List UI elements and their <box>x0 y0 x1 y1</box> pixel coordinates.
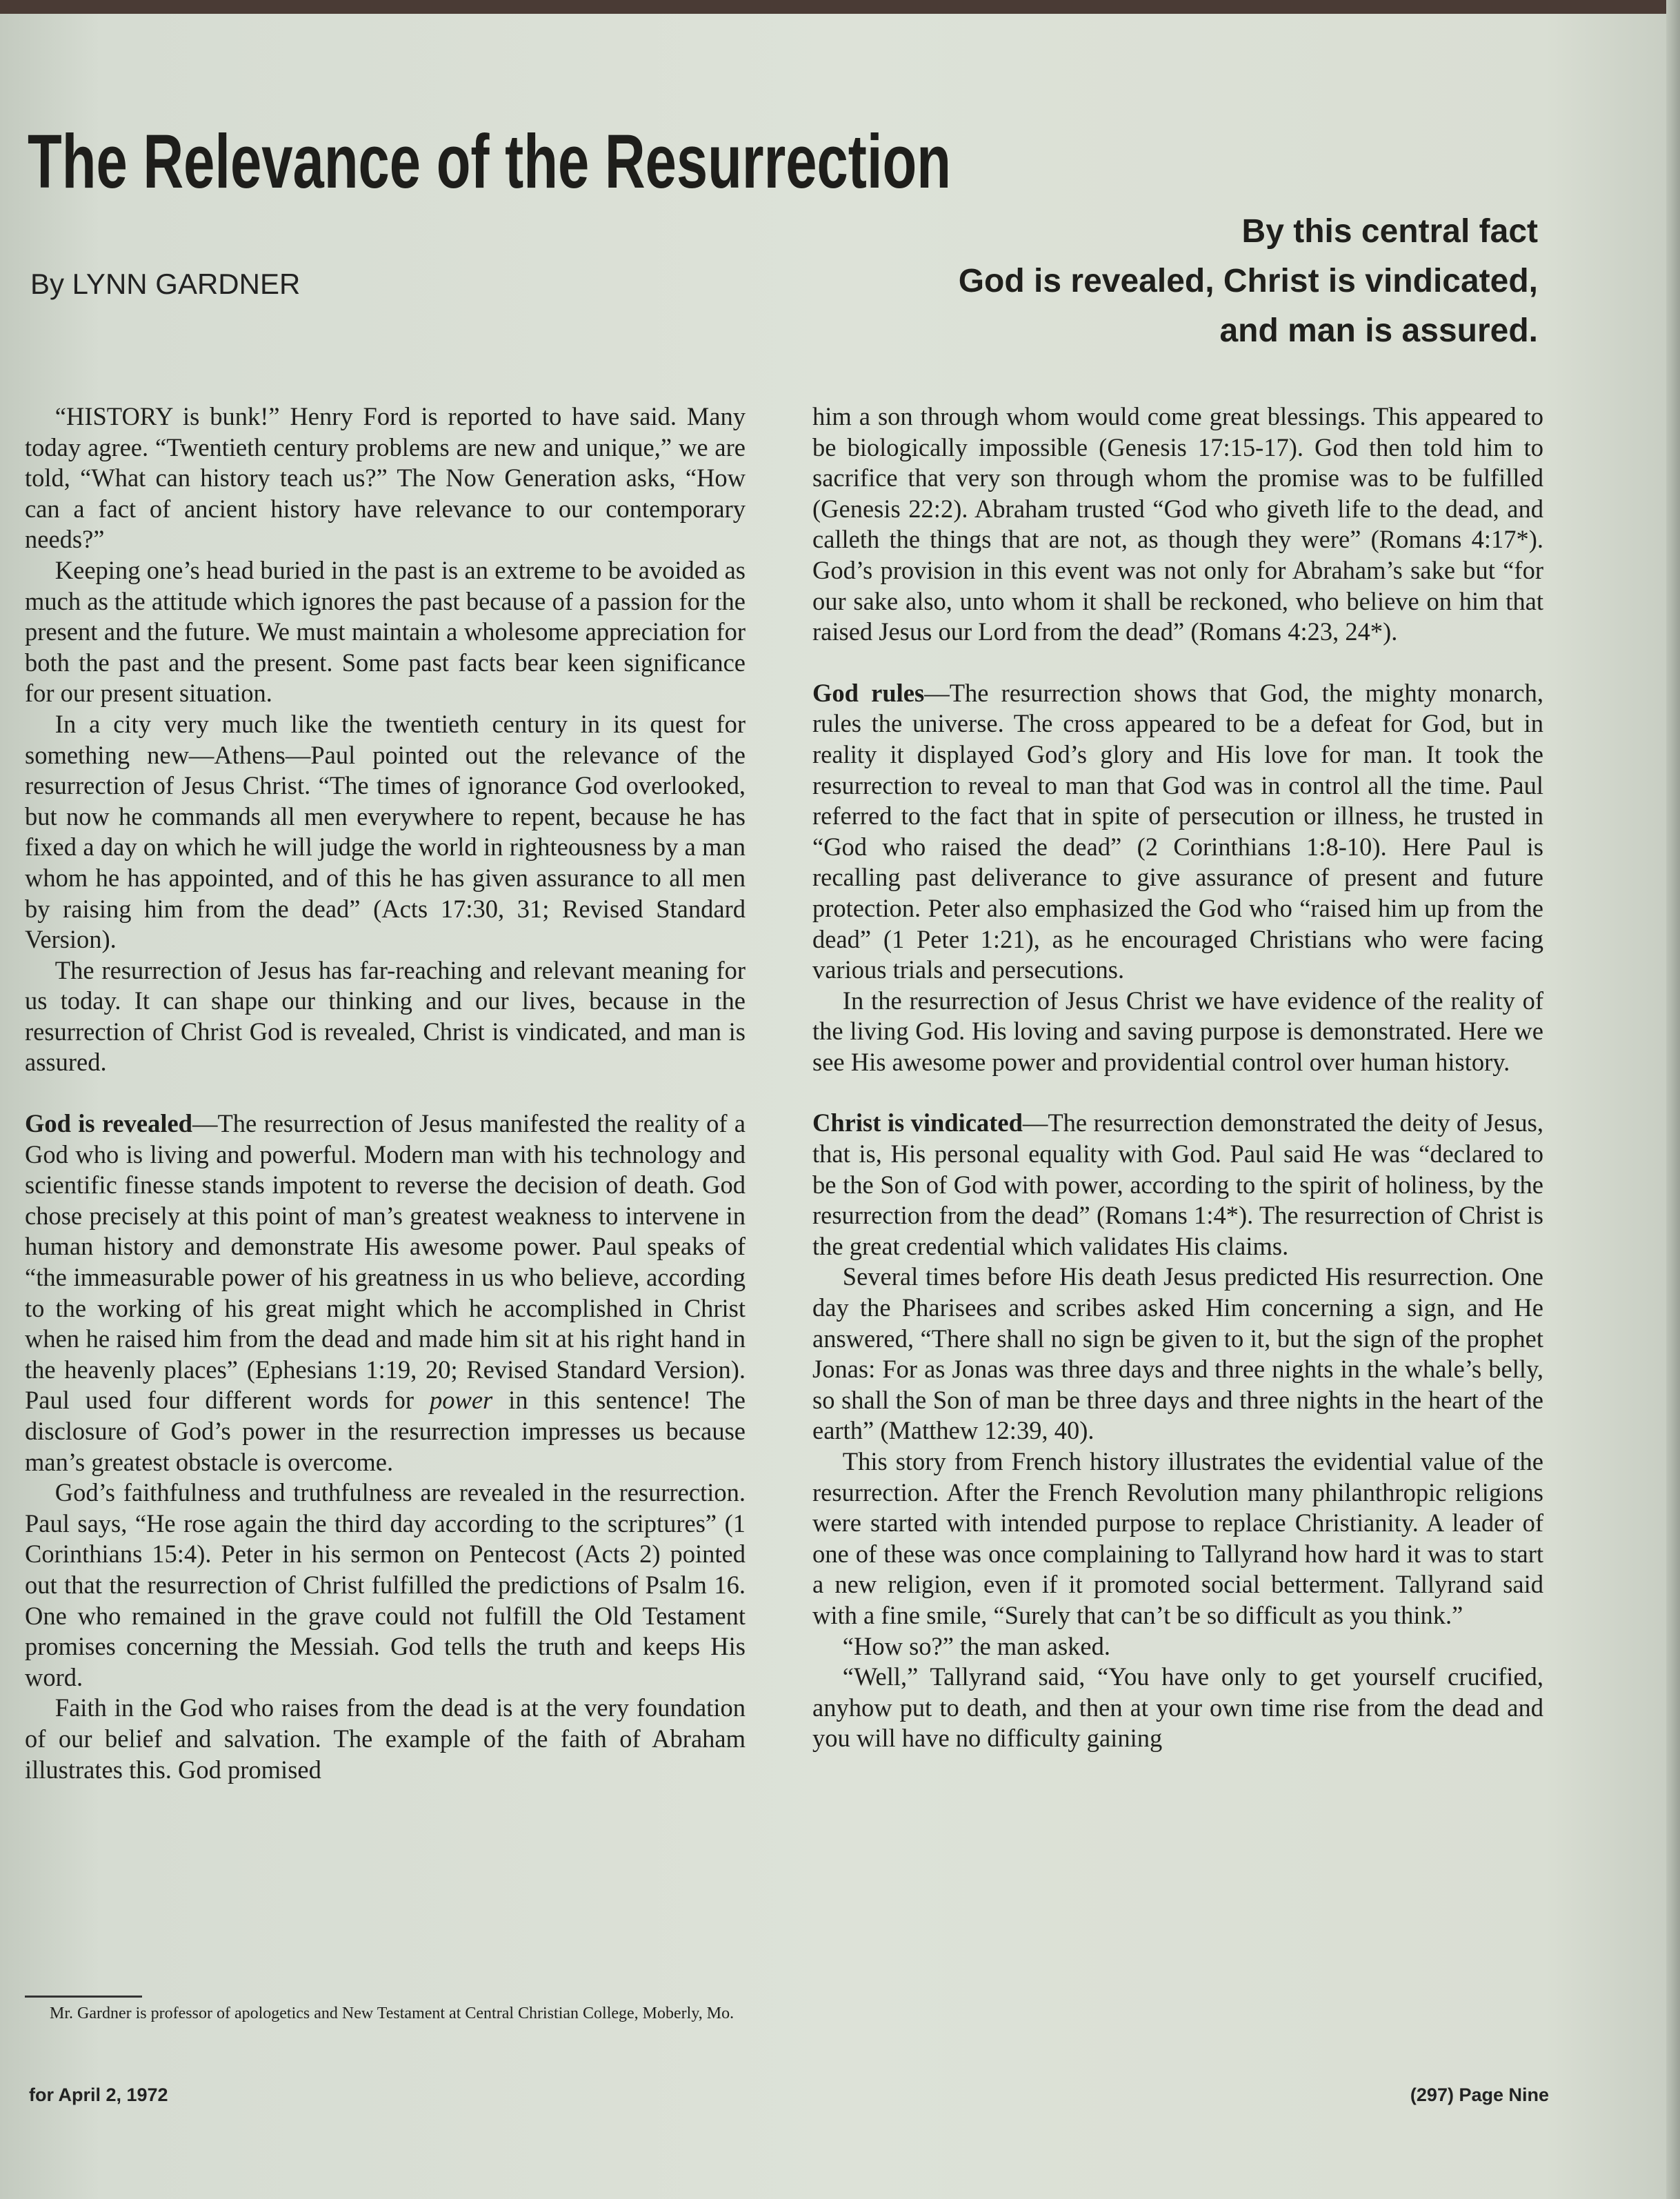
intro-paragraph-4: The resurrection of Jesus has far-reaching and relevant meaning for us today. It can shape our thinking and our lives, because in the resurrection of Christ God is revealed, Christ is vindicated, and man is assured. <box>25 955 746 1077</box>
paragraph-faith-abraham: Faith in the God who raises from the dead is at the very foundation of our belief and salvation. The example of the faith of Abraham illustrates this. God promised <box>25 1693 746 1784</box>
paragraph-abraham-continued: him a son through whom would come great blessings. This appeared to be biologically impossible (Genesis 17:15-17). God then told him to sacrifice that very son through whom the promise was to be fulfilled (Genesis 22:2). Abraham trusted “God who giveth life to the dead, and calleth the things that are not, as though they were” (Romans 4:17*). God’s provision in this event was not only for Abraham’s sake but “for our sake also, unto whom it shall be reckoned, who believe on him that raised Jesus our Lord from the dead” (Romans 4:23, 24*). <box>812 402 1543 646</box>
intro-paragraph-2: Keeping one’s head buried in the past is an extreme to be avoided as much as the attitude which ignores the past because of a passion for the present and the future. We must maintain a wholesome appreciation for both the past and the present. Some past facts bear keen significance for our present situation. <box>25 555 746 708</box>
article-title: The Relevance of the Resurrection <box>28 119 951 204</box>
section-god-revealed-text: —The resurrection of Jesus manifested the reality of a God who is living and powerful. Modern man with his technology and scientific finesse stands impotent to reverse the decision of death. God chose precisely at this point of man’s greatest weakness to intervene in human history and demonstrate His awesome power. Paul speaks of “the immeasurable power of his greatness in us who believe, according to the working of his great might which he accomplished in Christ when he raised him from the dead and made him sit at his right hand in the heavenly places” (Ephesians 1:19, 20; Revised Standard Version). Paul used four different words for <box>25 1109 746 1415</box>
section-christ-vindicated <box>812 1108 1543 1262</box>
subtitle-line-1: By this central fact <box>1241 213 1538 250</box>
paragraph-living-god: In the resurrection of Jesus Christ we have evidence of the reality of the living God. His loving and saving purpose is demonstrated. Here we see His awesome power and providential control over human history. <box>812 986 1543 1076</box>
folio-page-number: (297) Page Nine <box>1410 2084 1549 2105</box>
byline: By LYNN GARDNER <box>30 268 301 300</box>
subtitle-line-3: and man is assured. <box>1219 312 1538 349</box>
section-god-rules <box>812 678 1543 986</box>
paragraph-tallyrand-reply: “Well,” Tallyrand said, “You have only to get yourself crucified, anyhow put to death, and then at your own time rise from the dead and you will have no difficulty gaining <box>812 1662 1543 1753</box>
section-god-revealed-text-end: in this sentence! The disclosure of God’s power in the resurrection impresses us because man’s greatest obstacle is overcome. <box>25 1386 746 1476</box>
article-subtitle <box>959 207 1538 356</box>
right-column <box>812 401 1543 1754</box>
section-heading-god-revealed: God is revealed <box>25 1109 192 1138</box>
footnote-rule <box>25 1996 142 1998</box>
section-heading-christ-vindicated: Christ is vindicated <box>812 1108 1023 1137</box>
intro-paragraph-1: “HISTORY is bunk!” Henry Ford is reported to have said. Many today agree. “Twentieth century problems are new and unique,” we are told, “What can history teach us?” The Now Generation asks, “How can a fact of ancient history have relevance to our contemporary needs?” <box>25 402 746 554</box>
folio-date: for April 2, 1972 <box>29 2084 168 2105</box>
top-edge-band <box>0 0 1680 14</box>
author-footnote: Mr. Gardner is professor of apologetics and New Testament at Central Christian College, Moberly, Mo. <box>50 2004 734 2022</box>
subtitle-line-2: God is revealed, Christ is vindicated, <box>958 263 1538 299</box>
section-god-revealed <box>25 1108 746 1477</box>
emphasis-power: power <box>430 1386 493 1415</box>
section-christ-vindicated-text: —The resurrection demonstrated the deity of Jesus, that is, His personal equality with God. Paul said He was “declared to be the Son of God with power, according to the spirit of holiness, by the resurrection from the dead” (Romans 1:4*). The resurrection of Christ is the great credential which validates His claims. <box>812 1108 1543 1260</box>
paragraph-french-history: This story from French history illustrates the evidential value of the resurrection. After the French Revolution many philanthropic religions were started with intended purpose to replace Christianity. A leader of one of these was once complaining to Tallyrand how hard it was to start a new religion, even if it promoted social betterment. Tallyrand said with a fine smile, “Surely that can’t be so difficult as you think.” <box>812 1447 1543 1629</box>
section-god-rules-text: —The resurrection shows that God, the mighty monarch, rules the universe. The cross appeared to be a defeat for God, but in reality it displayed God’s glory and His love for man. It took the resurrection to reveal to man that God was in control all the time. Paul referred to the fact that in spite of persecution or illness, he trusted in “God who raised the dead” (2 Corinthians 1:8-10). Here Paul is recalling past deliverance to give assurance of present and future protection. Peter also emphasized the God who “raised him up from the dead” (1 Peter 1:21), as he encouraged Christians who were facing various trials and persecutions. <box>812 678 1543 984</box>
paragraph-how-so: “How so?” the man asked. <box>842 1631 1110 1660</box>
section-heading-god-rules: God rules <box>812 678 925 707</box>
page-right-edge <box>1666 0 1680 2199</box>
paragraph-faithfulness: God’s faithfulness and truthfulness are revealed in the resurrection. Paul says, “He rose again the third day according to the scriptures” (1 Corinthians 15:4). Peter in his sermon on Pentecost (Acts 2) pointed out that the resurrection of Christ fulfilled the predictions of Psalm 16. One who remained in the grave could not fulfill the Old Testament promises concerning the Messiah. God tells the truth and keeps His word. <box>25 1478 746 1691</box>
intro-paragraph-3: In a city very much like the twentieth century in its quest for something new—Athens—Paul pointed out the relevance of the resurrection of Jesus Christ. “The times of ignorance God overlooked, but now he commands all men everywhere to repent, because he has fixed a day on which he will judge the world in righteousness by a man whom he has appointed, and of this he has given assurance to all men by raising him from the dead” (Acts 17:30, 31; Revised Standard Version). <box>25 709 746 954</box>
left-column <box>25 401 746 1785</box>
paragraph-predictions: Several times before His death Jesus predicted His resurrection. One day the Pharisees and scribes asked Him concerning a sign, and He answered, “There shall no sign be given to it, but the sign of the prophet Jonas: For as Jonas was three days and three nights in the whale’s belly, so shall the Son of man be three days and three nights in the heart of the earth” (Matthew 12:39, 40). <box>812 1262 1543 1445</box>
